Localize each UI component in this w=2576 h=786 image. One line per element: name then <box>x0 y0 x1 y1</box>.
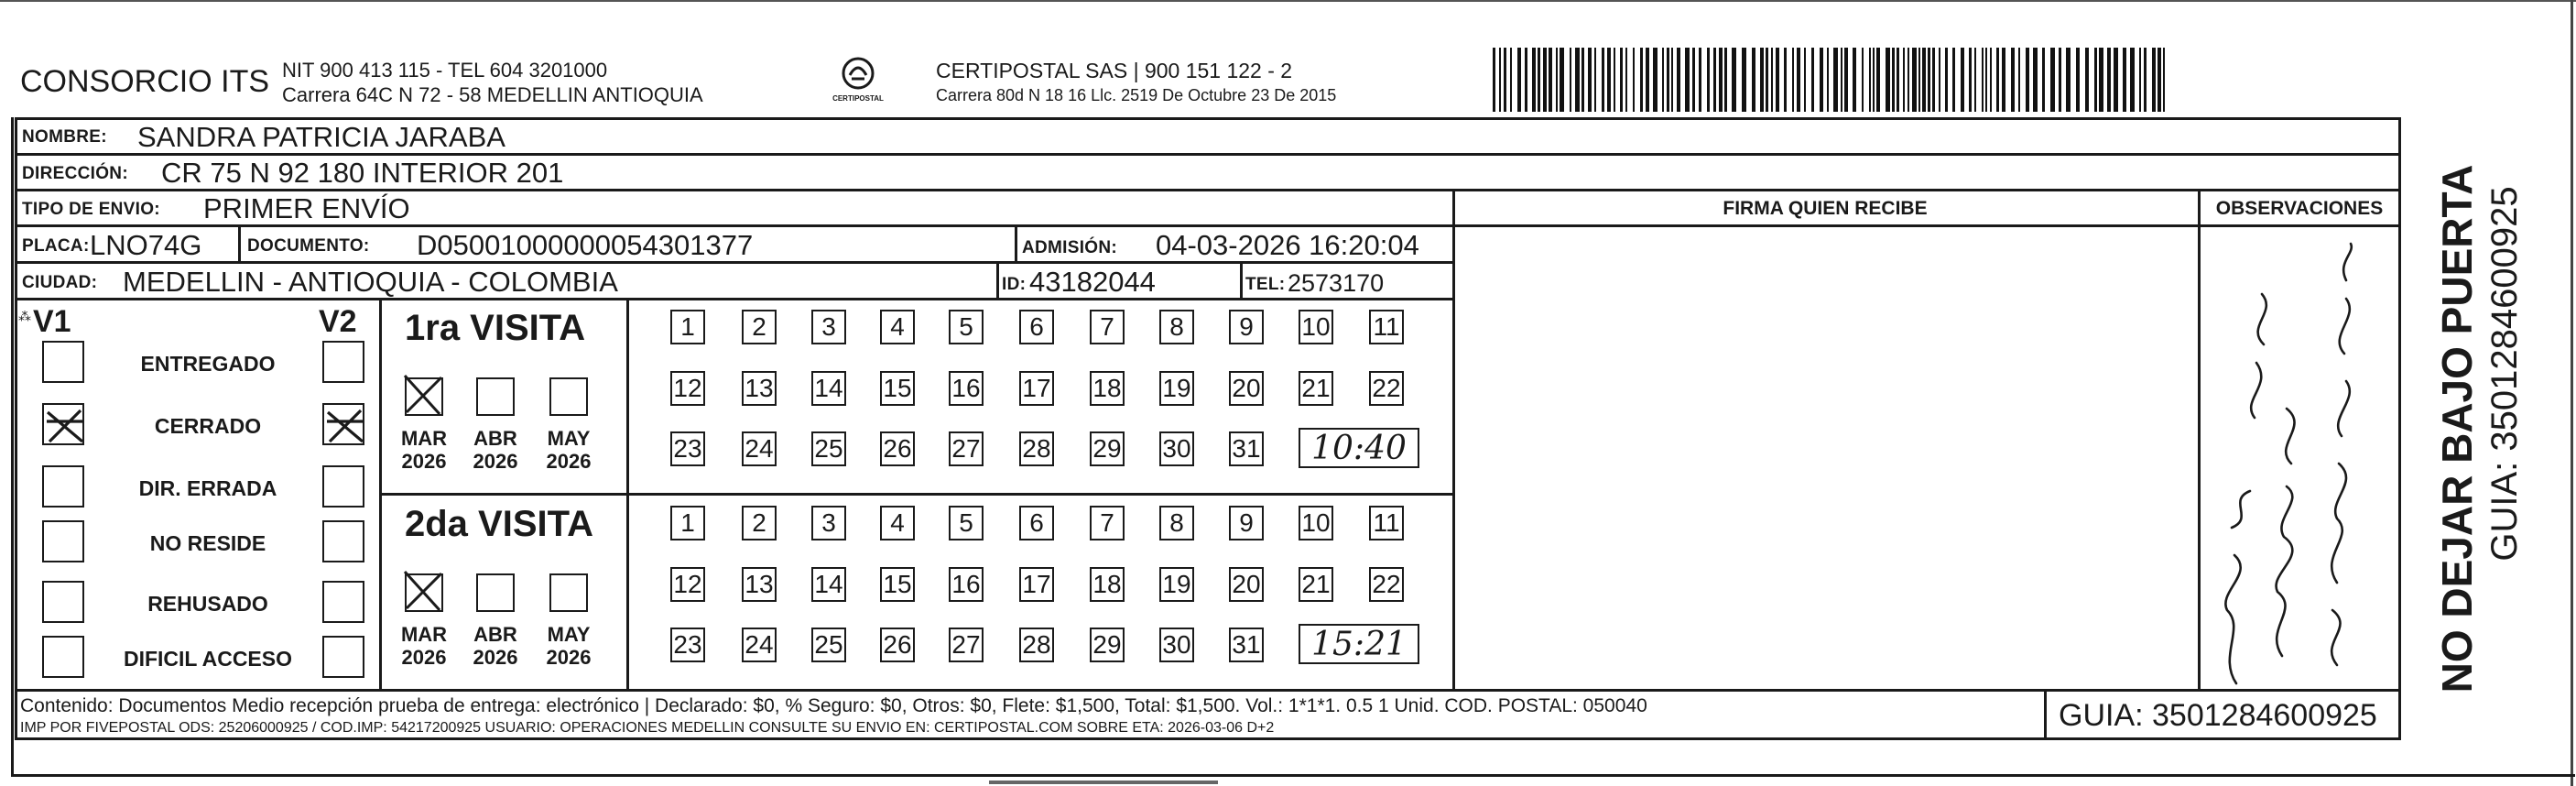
status-label: ENTREGADO <box>140 352 276 376</box>
barcode-bar <box>1766 48 1768 112</box>
barcode-bar <box>1625 48 1627 112</box>
day-box[interactable]: 6 <box>1019 506 1054 540</box>
barcode-bar <box>1560 48 1564 112</box>
day-box[interactable]: 1 <box>670 506 705 540</box>
barcode-bar <box>1532 48 1536 112</box>
month-year: 2026 <box>401 450 447 474</box>
form-left-edge <box>11 117 14 777</box>
barcode-bar <box>2018 48 2020 112</box>
v2-checkbox[interactable] <box>322 581 364 623</box>
barcode-bar <box>1869 48 1871 112</box>
barcode-bar <box>1974 48 1976 112</box>
tel-value: 2573170 <box>1288 269 1385 297</box>
barcode-bar <box>1873 48 1875 112</box>
v2-check-mark <box>324 405 366 447</box>
company-address: Carrera 64C N 72 - 58 MEDELLIN ANTIOQUIA <box>282 83 703 106</box>
row-line <box>15 261 1452 264</box>
side-warning: NO DEJAR BAJO PUERTA <box>2433 164 2481 693</box>
day-box[interactable]: 24 <box>742 431 777 466</box>
barcode-bar <box>1607 48 1611 112</box>
top-edge <box>0 0 2576 2</box>
day-box[interactable]: 4 <box>880 310 915 344</box>
day-box[interactable]: 3 <box>811 506 846 540</box>
day-box[interactable]: 9 <box>1229 310 1264 344</box>
barcode-bar <box>1939 48 1940 112</box>
carrier-resolution: Carrera 80d N 18 16 Llc. 2519 De Octubre 23 De 2015 <box>936 86 1337 104</box>
placa-value: LNO74G <box>90 229 202 261</box>
documento-value: D05001000000054301377 <box>417 229 754 261</box>
visit-2-title: 2da VISITA <box>405 504 593 544</box>
firma-divider <box>1452 189 1455 689</box>
day-box[interactable]: 3 <box>811 310 846 344</box>
barcode-bar <box>1510 48 1512 112</box>
day-box[interactable]: 7 <box>1090 506 1125 540</box>
v1-checkbox[interactable] <box>42 636 84 678</box>
tipo-envio-label: TIPO DE ENVIO: <box>22 200 160 219</box>
day-box[interactable]: 31 <box>1229 628 1264 662</box>
day-box[interactable]: 16 <box>949 567 984 602</box>
bottom-edge-mark <box>989 781 1218 784</box>
barcode-bar <box>1543 48 1547 112</box>
barcode-bar <box>1771 48 1773 112</box>
day-box[interactable]: 15 <box>880 371 915 406</box>
barcode-bar <box>1499 48 1501 112</box>
v2-checkbox[interactable] <box>322 636 364 678</box>
month-check-mark <box>403 570 443 612</box>
cell-divider <box>238 224 241 261</box>
barcode-bar <box>1581 48 1584 112</box>
day-box[interactable]: 2 <box>742 506 777 540</box>
month-name: MAR <box>400 623 448 646</box>
barcode-bar <box>1667 48 1669 112</box>
barcode-bar <box>2130 48 2135 112</box>
month-year: 2026 <box>546 450 592 474</box>
admision-value: 04-03-2026 16:20:04 <box>1156 229 1419 261</box>
barcode-bar <box>1862 48 1864 112</box>
id-value: 43182044 <box>1029 266 1156 298</box>
barcode-bar <box>1594 48 1596 112</box>
barcode-bar <box>2011 48 2015 112</box>
day-box[interactable]: 29 <box>1090 628 1125 662</box>
barcode-bar <box>2152 48 2156 112</box>
footer-contenido: Contenido: Documentos Medio recepción prueba de entrega: electrónico | Declarado: $0, % Seguro: $0, Otros: $0, Flete: $1,500, Total: $1,500. Vol.: 1*1*1. 0.5 1 Unid. COD. POSTAL: 050040 <box>20 695 1647 716</box>
day-box[interactable]: 23 <box>670 431 705 466</box>
barcode-bar <box>1614 48 1615 112</box>
barcode-bar <box>1918 48 1920 112</box>
day-box[interactable]: 20 <box>1229 567 1264 602</box>
footer-imp: IMP POR FIVEPOSTAL ODS: 25206000925 / COD.IMP: 54217200925 USUARIO: OPERACIONES MEDELLIN CONSULTE SU ENVIO EN: CERTIPOSTAL.COM SOBRE ETA: 2026-03-06 D+2 <box>20 720 1275 736</box>
day-box[interactable]: 16 <box>949 371 984 406</box>
day-box[interactable]: 11 <box>1369 310 1404 344</box>
barcode-bar <box>1797 48 1800 112</box>
side-guia: GUIA: 3501284600925 <box>2484 186 2525 562</box>
barcode-bar <box>2099 48 2103 112</box>
barcode-bar <box>1985 48 1987 112</box>
day-box[interactable]: 21 <box>1299 567 1333 602</box>
barcode-bar <box>1792 48 1794 112</box>
row-line <box>1452 224 2198 227</box>
month-year: 2026 <box>546 646 592 670</box>
barcode-bar <box>2085 48 2089 112</box>
day-box[interactable]: 1 <box>670 310 705 344</box>
observaciones-handwriting <box>2200 225 2399 689</box>
cell-divider <box>1240 261 1243 298</box>
barcode <box>1493 48 2168 112</box>
barcode-bar <box>1996 48 1999 112</box>
barcode-bar <box>2033 48 2038 112</box>
month-name: MAY <box>547 623 591 646</box>
barcode-bar <box>1640 48 1643 112</box>
day-box[interactable]: 19 <box>1159 371 1194 406</box>
barcode-bar <box>1588 48 1592 112</box>
visit-time-box[interactable]: 10:40 <box>1299 428 1419 468</box>
barcode-bar <box>2163 48 2165 112</box>
barcode-bar <box>1932 48 1935 112</box>
barcode-bar <box>1897 48 1899 112</box>
barcode-bar <box>1575 48 1580 112</box>
v1-checkbox[interactable] <box>42 581 84 623</box>
day-box[interactable]: 17 <box>1019 567 1054 602</box>
visit-time-box[interactable]: 15:21 <box>1299 624 1419 664</box>
footer-guia: GUIA: 3501284600925 <box>2059 698 2377 733</box>
barcode-bar <box>1820 48 1823 112</box>
barcode-bar <box>2139 48 2141 112</box>
row-line <box>15 300 1452 301</box>
barcode-bar <box>2026 48 2029 112</box>
day-box[interactable]: 21 <box>1299 371 1333 406</box>
barcode-bar <box>2002 48 2005 112</box>
day-box[interactable]: 27 <box>949 431 984 466</box>
month-name: MAR <box>400 427 448 450</box>
barcode-bar <box>1892 48 1895 112</box>
company-name: CONSORCIO ITS <box>20 64 270 99</box>
barcode-bar <box>1853 48 1856 112</box>
month-label <box>541 427 596 474</box>
barcode-bar <box>2114 48 2118 112</box>
tipo-envio-value: PRIMER ENVÍO <box>203 192 410 224</box>
barcode-bar <box>2066 48 2071 112</box>
day-box[interactable]: 29 <box>1090 431 1125 466</box>
barcode-bar <box>1724 48 1727 112</box>
v1-checkbox[interactable] <box>42 403 84 445</box>
barcode-bar <box>1982 48 1984 112</box>
ciudad-value: MEDELLIN - ANTIOQUIA - COLOMBIA <box>123 266 618 298</box>
firma-header: FIRMA QUIEN RECIBE <box>1723 198 1928 219</box>
tel-label: TEL: <box>1245 275 1286 294</box>
month-label <box>541 623 596 670</box>
barcode-bar <box>1692 48 1695 112</box>
barcode-bar <box>1760 48 1764 112</box>
status-label: DIR. ERRADA <box>138 476 277 500</box>
month-checkbox-may[interactable] <box>549 377 588 416</box>
right-edge <box>2571 0 2573 786</box>
barcode-bar <box>1922 48 1926 112</box>
company-nit: NIT 900 413 115 - TEL 604 3201000 <box>282 59 608 82</box>
day-box[interactable]: 27 <box>949 628 984 662</box>
barcode-bar <box>1633 48 1635 112</box>
barcode-bar <box>1653 48 1658 112</box>
month-name: MAY <box>547 427 591 450</box>
status-label: CERRADO <box>154 414 262 438</box>
day-box[interactable]: 18 <box>1090 371 1125 406</box>
barcode-bar <box>1685 48 1690 112</box>
day-box[interactable]: 9 <box>1229 506 1264 540</box>
day-box[interactable]: 23 <box>670 628 705 662</box>
barcode-bar <box>1990 48 1992 112</box>
visit-1-title: 1ra VISITA <box>405 308 586 348</box>
day-box[interactable]: 28 <box>1019 628 1054 662</box>
barcode-bar <box>2050 48 2055 112</box>
day-box[interactable]: 22 <box>1369 371 1404 406</box>
documento-label: DOCUMENTO: <box>247 236 370 256</box>
v1-checkbox[interactable] <box>42 520 84 562</box>
barcode-bar <box>1876 48 1880 112</box>
day-box[interactable]: 28 <box>1019 431 1054 466</box>
barcode-bar <box>1776 48 1779 112</box>
v2-checkbox[interactable] <box>322 520 364 562</box>
side-panel <box>2407 117 2562 740</box>
barcode-bar <box>1699 48 1701 112</box>
barcode-bar <box>1886 48 1890 112</box>
status-label: REHUSADO <box>147 592 268 616</box>
month-label <box>468 623 523 670</box>
placa-label: PLACA: <box>22 236 90 256</box>
v2-checkbox[interactable] <box>322 341 364 383</box>
day-box[interactable]: 6 <box>1019 310 1054 344</box>
barcode-bar <box>1811 48 1814 112</box>
barcode-bar <box>1841 48 1842 112</box>
barcode-bar <box>2042 48 2045 112</box>
nombre-label: NOMBRE: <box>22 127 107 147</box>
day-box[interactable]: 13 <box>742 567 777 602</box>
form-bottom-edge <box>11 774 2575 777</box>
day-box[interactable]: 10 <box>1299 506 1333 540</box>
barcode-bar <box>1784 48 1787 112</box>
month-checkbox-mar[interactable] <box>405 573 443 612</box>
footer-divider <box>2044 689 2047 740</box>
status-label: DIFICIL ACCESO <box>123 647 292 671</box>
barcode-bar <box>1969 48 1972 112</box>
barcode-bar <box>1804 48 1806 112</box>
cell-divider <box>1015 224 1017 261</box>
barcode-bar <box>1493 48 1495 112</box>
barcode-bar <box>1517 48 1521 112</box>
month-year: 2026 <box>401 646 447 670</box>
day-box[interactable]: 26 <box>880 628 915 662</box>
barcode-bar <box>1556 48 1558 112</box>
month-name: ABR <box>473 623 517 646</box>
barcode-bar <box>1945 48 1948 112</box>
day-box[interactable]: 15 <box>880 567 915 602</box>
barcode-bar <box>1752 48 1755 112</box>
month-checkbox-mar[interactable] <box>405 377 443 416</box>
barcode-bar <box>1732 48 1736 112</box>
barcode-bar <box>1646 48 1649 112</box>
month-year: 2026 <box>473 450 518 474</box>
day-box[interactable]: 12 <box>670 567 705 602</box>
direccion-label: DIRECCIÓN: <box>22 164 128 183</box>
v1-check-mark <box>44 405 86 447</box>
v1-checkbox[interactable] <box>42 465 84 508</box>
status-label: NO RESIDE <box>149 531 266 555</box>
day-box[interactable]: 20 <box>1229 371 1264 406</box>
barcode-bar <box>2107 48 2111 112</box>
barcode-bar <box>1525 48 1527 112</box>
id-label: ID: <box>1002 275 1027 294</box>
month-label <box>397 623 451 670</box>
barcode-bar <box>1707 48 1710 112</box>
month-year: 2026 <box>473 646 518 670</box>
day-box[interactable]: 4 <box>880 506 915 540</box>
month-checkbox-may[interactable] <box>549 573 588 612</box>
v1-checkbox[interactable] <box>42 341 84 383</box>
day-box[interactable]: 11 <box>1369 506 1404 540</box>
observaciones-header: OBSERVACIONES <box>2215 198 2384 219</box>
day-box[interactable]: 13 <box>742 371 777 406</box>
barcode-bar <box>1719 48 1723 112</box>
barcode-bar <box>1538 48 1540 112</box>
row-line <box>15 153 2401 156</box>
day-box[interactable]: 8 <box>1159 310 1194 344</box>
certipostal-logo <box>831 55 885 106</box>
barcode-bar <box>1742 48 1746 112</box>
barcode-bar <box>1827 48 1829 112</box>
month-check-mark <box>403 374 443 416</box>
day-box[interactable]: 31 <box>1229 431 1264 466</box>
day-box[interactable]: 12 <box>670 371 705 406</box>
barcode-bar <box>2123 48 2126 112</box>
v1-marker: ⁂ <box>18 309 31 323</box>
barcode-bar <box>1504 48 1506 112</box>
day-box[interactable]: 7 <box>1090 310 1125 344</box>
barcode-bar <box>1549 48 1552 112</box>
barcode-bar <box>2094 48 2097 112</box>
day-box[interactable]: 17 <box>1019 371 1054 406</box>
day-box[interactable]: 25 <box>811 431 846 466</box>
day-box[interactable]: 18 <box>1090 567 1125 602</box>
day-box[interactable]: 25 <box>811 628 846 662</box>
month-label <box>468 427 523 474</box>
barcode-bar <box>2059 48 2061 112</box>
barcode-bar <box>1833 48 1838 112</box>
nombre-value: SANDRA PATRICIA JARABA <box>137 121 505 153</box>
barcode-bar <box>1903 48 1905 112</box>
v2-checkbox[interactable] <box>322 465 364 508</box>
barcode-bar <box>1602 48 1604 112</box>
month-name: ABR <box>473 427 517 450</box>
day-box[interactable]: 10 <box>1299 310 1333 344</box>
barcode-bar <box>1844 48 1848 112</box>
admision-label: ADMISIÓN: <box>1022 238 1118 257</box>
month-label <box>397 427 451 474</box>
barcode-bar <box>2144 48 2147 112</box>
day-box[interactable]: 8 <box>1159 506 1194 540</box>
direccion-value: CR 75 N 92 180 INTERIOR 201 <box>161 157 564 189</box>
barcode-bar <box>2076 48 2080 112</box>
day-box[interactable]: 2 <box>742 310 777 344</box>
barcode-bar <box>1570 48 1571 112</box>
day-box[interactable]: 22 <box>1369 567 1404 602</box>
month-checkbox-abr[interactable] <box>476 377 515 416</box>
visit-divider <box>379 493 1452 496</box>
row-line <box>15 189 2401 191</box>
day-box[interactable]: 24 <box>742 628 777 662</box>
barcode-bar <box>1620 48 1623 112</box>
barcode-bar <box>1912 48 1917 112</box>
barcode-bar <box>2158 48 2161 112</box>
day-box[interactable]: 26 <box>880 431 915 466</box>
barcode-bar <box>1928 48 1930 112</box>
v2-label: V2 <box>319 304 357 339</box>
day-box[interactable]: 5 <box>949 506 984 540</box>
barcode-bar <box>1961 48 1964 112</box>
barcode-bar <box>1677 48 1680 112</box>
barcode-bar <box>1952 48 1955 112</box>
month-checkbox-abr[interactable] <box>476 573 515 612</box>
v2-checkbox[interactable] <box>322 403 364 445</box>
carrier-name: CERTIPOSTAL SAS | 900 151 122 - 2 <box>936 59 1293 82</box>
day-box[interactable]: 30 <box>1159 628 1194 662</box>
ciudad-label: CIUDAD: <box>22 273 98 292</box>
day-box[interactable]: 14 <box>811 567 846 602</box>
v1-label: V1 <box>33 304 71 339</box>
day-box[interactable]: 5 <box>949 310 984 344</box>
cell-divider <box>996 261 999 298</box>
barcode-bar <box>1908 48 1909 112</box>
barcode-bar <box>1713 48 1716 112</box>
logo-text: CERTIPOSTAL <box>832 94 884 103</box>
day-box[interactable]: 30 <box>1159 431 1194 466</box>
day-box[interactable]: 19 <box>1159 567 1194 602</box>
barcode-bar <box>1662 48 1664 112</box>
barcode-bar <box>1671 48 1673 112</box>
day-box[interactable]: 14 <box>811 371 846 406</box>
